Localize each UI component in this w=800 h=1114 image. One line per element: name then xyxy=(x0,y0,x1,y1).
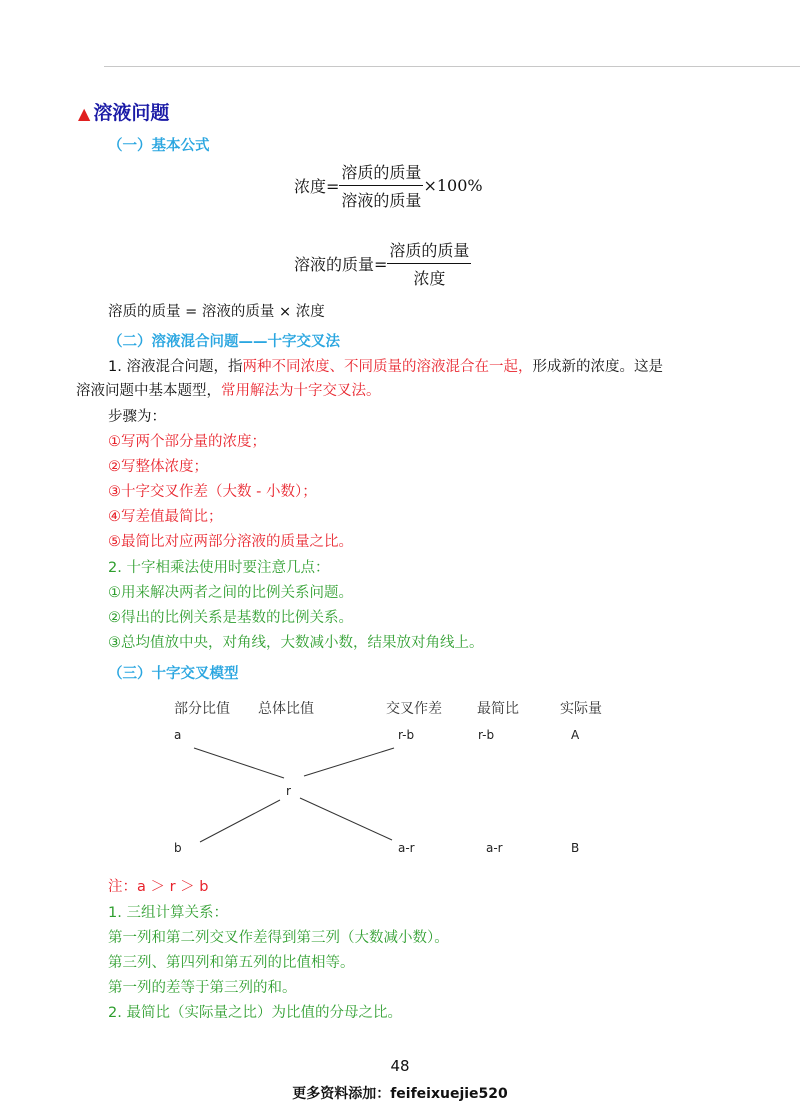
value-A: A xyxy=(571,728,580,742)
cross-line-r-rb xyxy=(304,748,394,776)
steps-label: 步骤为： xyxy=(108,409,166,425)
note-item: ①用来解决两者之间的比例关系问题。 xyxy=(108,585,353,601)
value-a-r-diff: a-r xyxy=(398,841,415,855)
value-a-r-ratio: a-r xyxy=(486,841,503,855)
value-r-b-diff: r-b xyxy=(398,728,415,742)
value-r-b-ratio: r-b xyxy=(478,728,495,742)
triangle-marker-icon: ▲ xyxy=(78,104,91,123)
note-item: ③总均值放中央，对角线，大数减小数，结果放对角线上。 xyxy=(108,635,484,651)
value-b: b xyxy=(174,841,182,855)
value-r: r xyxy=(286,784,291,798)
footer-text: 更多资料添加：feifeixuejie520 xyxy=(292,1086,508,1102)
note-item: ②得出的比例关系是基数的比例关系。 xyxy=(108,610,353,626)
condition-note: 注：a ＞ r ＞ b xyxy=(108,879,209,895)
heading-basic-formula: （一）基本公式 xyxy=(108,138,210,154)
formula1-denominator: 溶液的质量 xyxy=(341,191,422,210)
formula1-lhs: 浓度= xyxy=(294,177,340,196)
page-number: 48 xyxy=(390,1057,410,1075)
cross-line-r-ar xyxy=(300,798,392,840)
formula2-numerator: 溶质的质量 xyxy=(387,238,471,264)
formula2-denominator: 浓度 xyxy=(413,269,446,288)
p1-part-b: 两种不同浓度、不同质量的溶液混合在一起， xyxy=(242,359,533,375)
formula1-numerator: 溶质的质量 xyxy=(339,160,423,186)
p1-part-e: 常用解法为十字交叉法。 xyxy=(221,383,381,399)
step-item: ②写整体浓度； xyxy=(108,459,208,475)
col-header-diff: 交叉作差 xyxy=(386,701,442,717)
notes-heading: 2. 十字相乘法使用时要注意几点： xyxy=(108,560,330,576)
col-header-partial: 部分比值 xyxy=(174,701,230,717)
calc-line: 第三列、第四列和第五列的比值相等。 xyxy=(108,955,355,971)
col-header-ratio: 最简比 xyxy=(477,701,519,717)
p1-part-d: 溶液问题中基本题型， xyxy=(76,383,221,399)
col-header-overall: 总体比值 xyxy=(258,701,314,717)
step-item: ④写差值最简比； xyxy=(108,509,223,525)
calc-line: 第一列的差等于第三列的和。 xyxy=(108,980,297,996)
p1-part-a: 1. 溶液混合问题，指 xyxy=(108,359,243,375)
section-title-text: 溶液问题 xyxy=(93,102,170,124)
col-header-actual: 实际量 xyxy=(560,701,602,717)
cross-line-a-r xyxy=(194,748,284,778)
formula1-rhs: ×100% xyxy=(423,176,483,195)
calc-last: 2. 最简比（实际量之比）为比值的分母之比。 xyxy=(108,1005,402,1021)
p1-part-c: 形成新的浓度。这是 xyxy=(532,359,663,375)
calc-heading: 1. 三组计算关系： xyxy=(108,905,228,921)
step-item: ③十字交叉作差（大数 - 小数）； xyxy=(108,484,317,500)
value-a: a xyxy=(174,728,182,742)
cross-line-b-r xyxy=(200,800,280,842)
value-B: B xyxy=(571,841,580,855)
step-item: ⑤最简比对应两部分溶液的质量之比。 xyxy=(108,534,353,550)
step-item: ①写两个部分量的浓度； xyxy=(108,434,266,450)
formula-solute-mass: 溶质的质量 = 溶液的质量 × 浓度 xyxy=(108,304,325,320)
calc-line: 第一列和第二列交叉作差得到第三列（大数减小数）。 xyxy=(108,930,449,946)
heading-mixing: （二）溶液混合问题——十字交叉法 xyxy=(108,334,340,350)
heading-cross-model: （三）十字交叉模型 xyxy=(108,666,239,682)
formula2-lhs: 溶液的质量= xyxy=(294,255,388,274)
